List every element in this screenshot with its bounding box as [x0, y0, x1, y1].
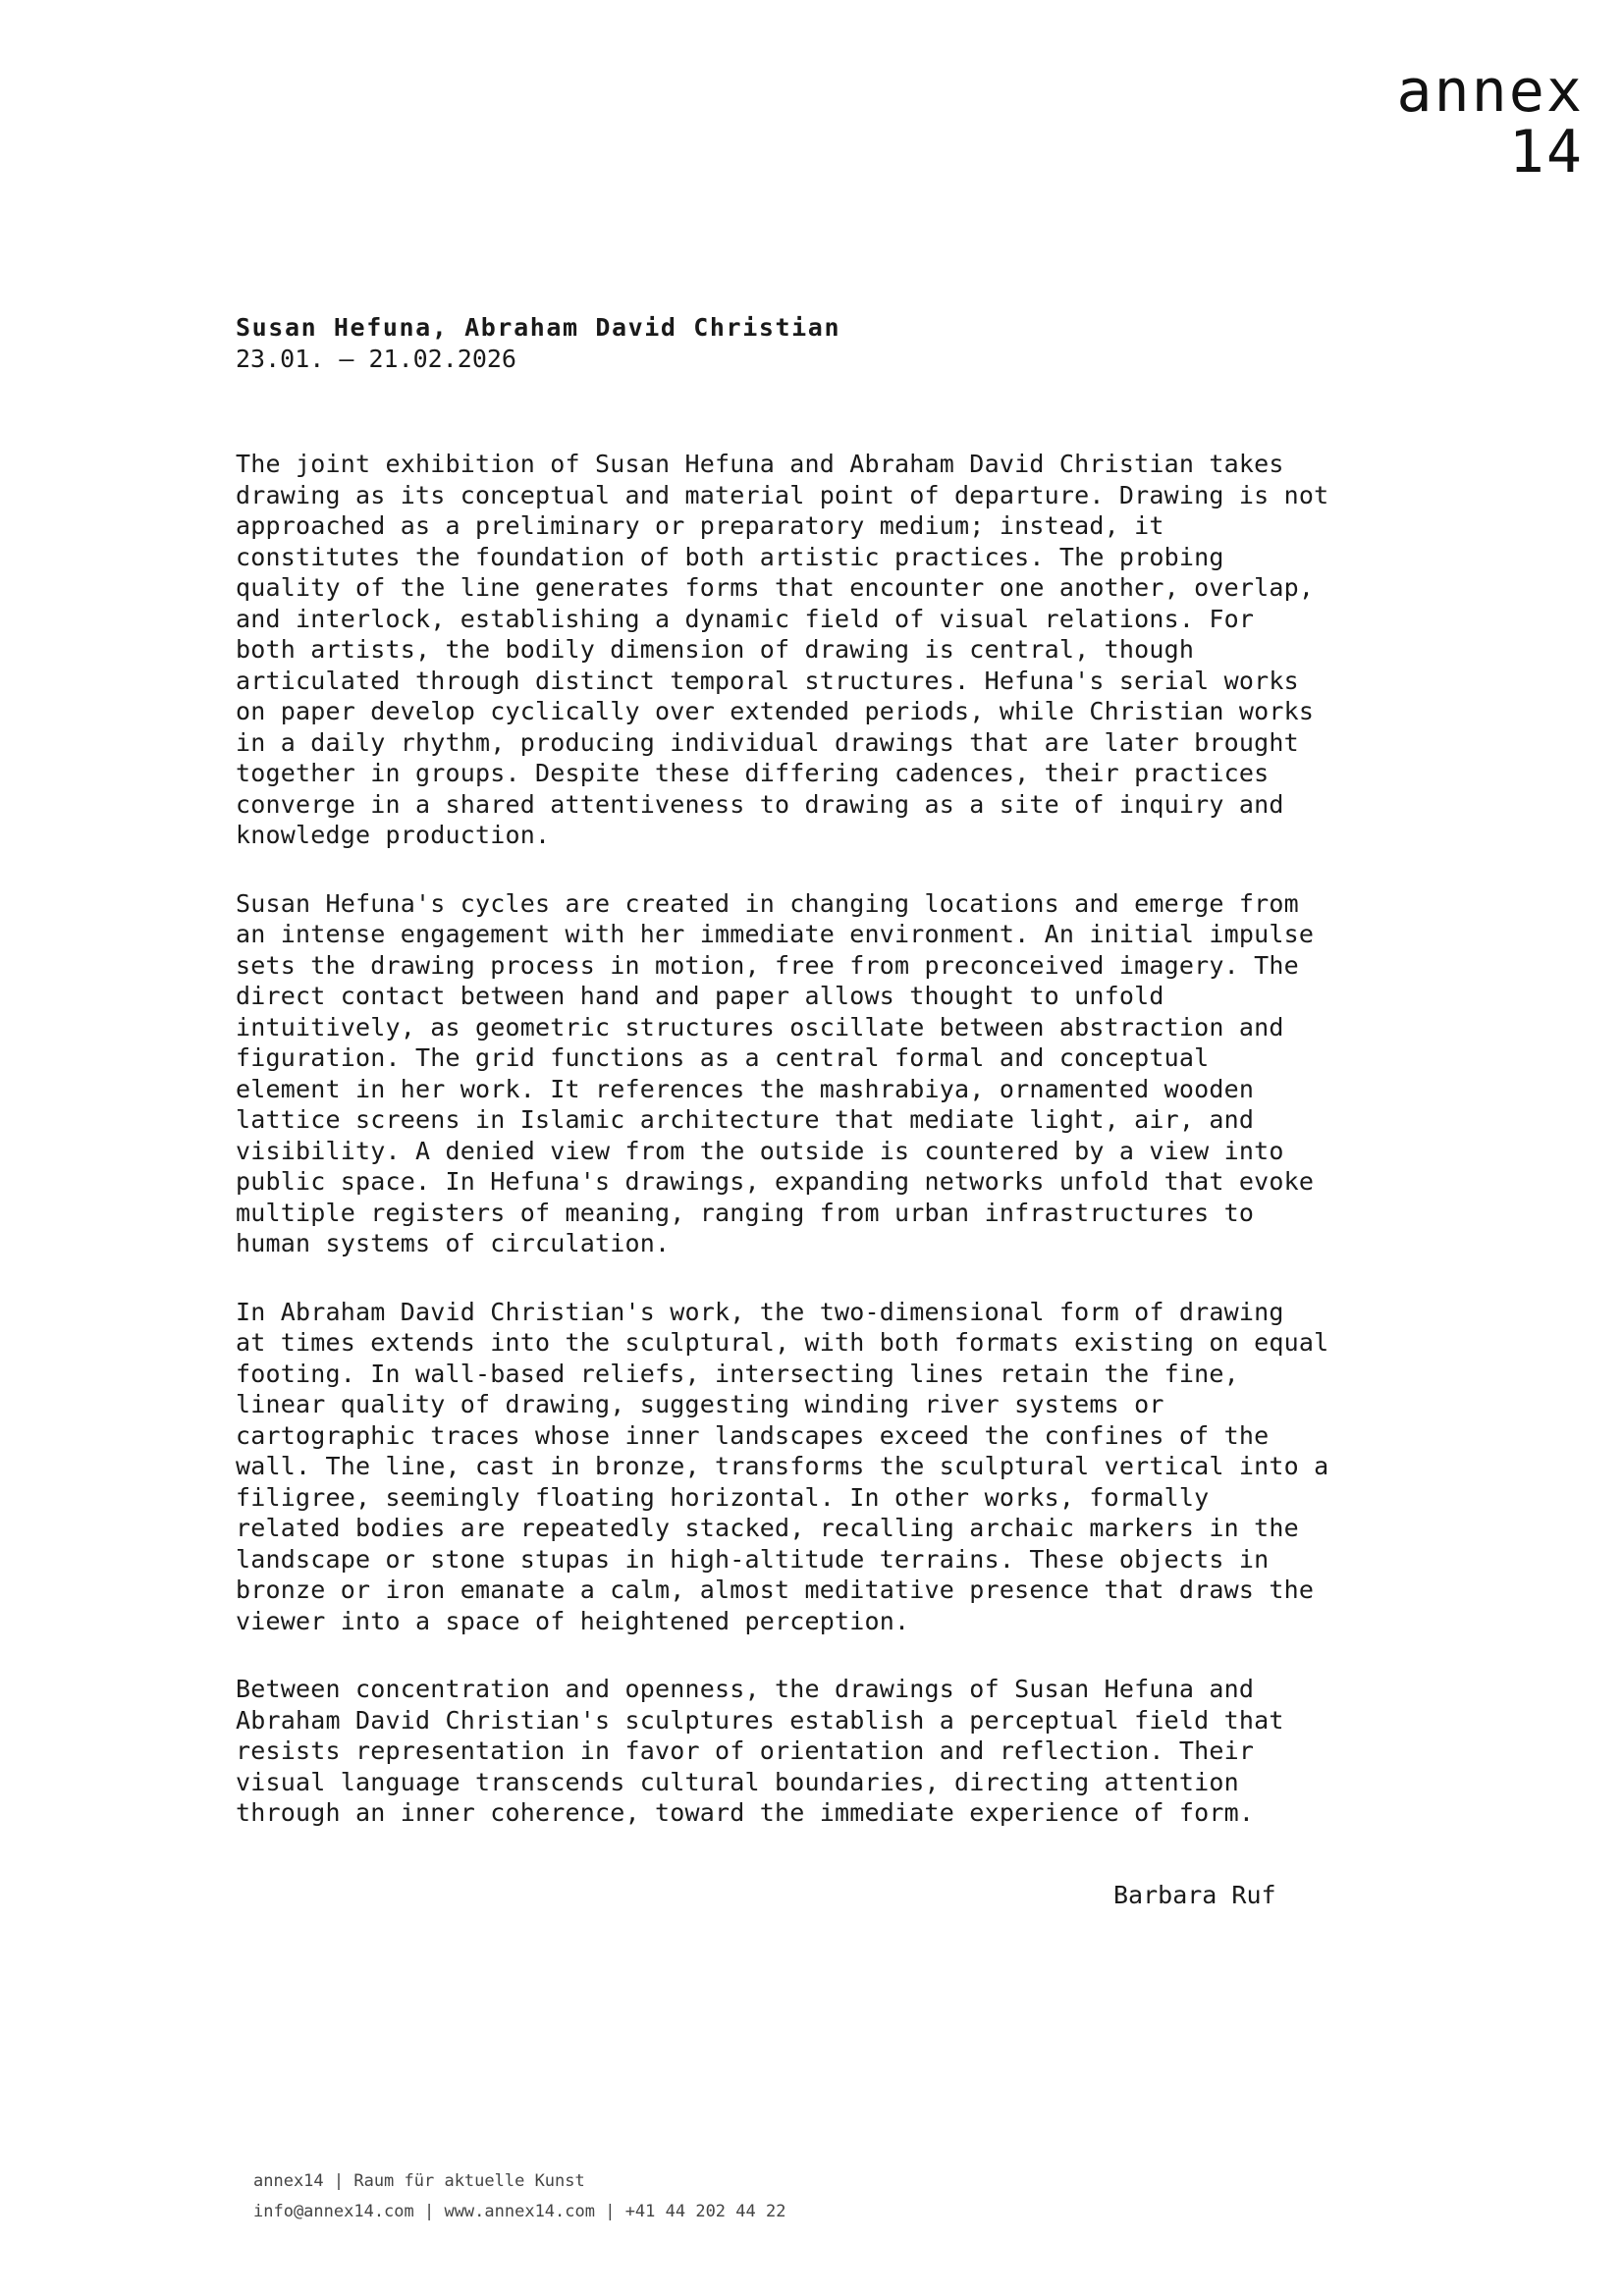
- logo-line-annex: annex: [1396, 57, 1584, 126]
- paragraph-line: public space. In Hefuna's drawings, expanding networks unfold that evoke: [236, 1167, 1315, 1196]
- paragraph-line: sets the drawing process in motion, free from preconceived imagery. The: [236, 950, 1299, 980]
- footer-contact-line: info@annex14.com | www.annex14.com | +41 44 202 44 22: [253, 2202, 786, 2221]
- paragraph-line: Susan Hefuna's cycles are created in changing locations and emerge from: [236, 888, 1299, 918]
- author-signature: Barbara Ruf: [1113, 1881, 1276, 1909]
- paragraph-line: drawing as its conceptual and material point of departure. Drawing is not: [236, 480, 1329, 509]
- body-paragraph: [236, 1674, 1434, 1829]
- exhibition-title: Susan Hefuna, Abraham David Christian: [236, 313, 841, 342]
- paragraph-line: multiple registers of meaning, ranging from urban infrastructures to: [236, 1198, 1255, 1227]
- paragraph-line: Between concentration and openness, the drawings of Susan Hefuna and: [236, 1675, 1255, 1703]
- paragraph-line: in a daily rhythm, producing individual drawings that are later brought: [236, 727, 1299, 757]
- paragraph-line: Abraham David Christian's sculptures establish a perceptual field that: [236, 1705, 1284, 1735]
- paragraph-line: knowledge production.: [236, 821, 551, 849]
- paragraph-line: on paper develop cyclically over extended periods, while Christian works: [236, 697, 1315, 725]
- paragraph-line: filigree, seemingly floating horizontal. In other works, formally: [236, 1482, 1210, 1512]
- body-paragraph: [236, 888, 1434, 1259]
- paragraph-line: linear quality of drawing, suggesting winding river systems or: [236, 1390, 1164, 1418]
- paragraph-line: through an inner coherence, toward the immediate experience of form.: [236, 1798, 1255, 1827]
- logo-line-14: 14: [1508, 118, 1584, 187]
- paragraph-line: wall. The line, cast in bronze, transforms the sculptural vertical into a: [236, 1452, 1329, 1480]
- paragraph-line: quality of the line generates forms that encounter one another, overlap,: [236, 573, 1315, 602]
- paragraph-line: viewer into a space of heightened perception.: [236, 1606, 910, 1635]
- footer-address-line: annex14 | Raum für aktuelle Kunst: [253, 2171, 585, 2191]
- paragraph-line: together in groups. Despite these differing cadences, their practices: [236, 759, 1270, 787]
- paragraph-line: converge in a shared attentiveness to drawing as a site of inquiry and: [236, 789, 1284, 819]
- paragraph-line: visibility. A denied view from the outside is countered by a view into: [236, 1136, 1284, 1165]
- paragraph-line: intuitively, as geometric structures oscillate between abstraction and: [236, 1012, 1284, 1041]
- paragraph-line: approached as a preliminary or preparatory medium; instead, it: [236, 511, 1164, 540]
- paragraph-line: bronze or iron emanate a calm, almost meditative presence that draws the: [236, 1575, 1315, 1604]
- exhibition-heading: [236, 312, 1414, 375]
- paragraph-line: constitutes the foundation of both artistic practices. The probing: [236, 542, 1224, 571]
- paragraph-line: an intense engagement with her immediate environment. An initial impulse: [236, 920, 1315, 948]
- paragraph-line: The joint exhibition of Susan Hefuna and Abraham David Christian takes: [236, 450, 1284, 478]
- paragraph-line: and interlock, establishing a dynamic field of visual relations. For: [236, 604, 1255, 633]
- paragraph-line: human systems of circulation.: [236, 1229, 671, 1257]
- paragraph-line: cartographic traces whose inner landscapes exceed the confines of the: [236, 1420, 1270, 1450]
- paragraph-line: related bodies are repeatedly stacked, recalling archaic markers in the: [236, 1514, 1299, 1542]
- paragraph-line: at times extends into the sculptural, with both formats existing on equal: [236, 1328, 1329, 1357]
- body-paragraph: [236, 1297, 1434, 1637]
- paragraph-line: figuration. The grid functions as a central formal and conceptual: [236, 1043, 1210, 1072]
- exhibition-dates: 23.01. – 21.02.2026: [236, 345, 516, 373]
- paragraph-line: footing. In wall-based reliefs, intersecting lines retain the fine,: [236, 1359, 1239, 1388]
- paragraph-line: landscape or stone stupas in high-altitude terrains. These objects in: [236, 1544, 1270, 1574]
- press-text-body: [236, 449, 1434, 1866]
- paragraph-line: articulated through distinct temporal structures. Hefuna's serial works: [236, 666, 1299, 695]
- paragraph-line: lattice screens in Islamic architecture that mediate light, air, and: [236, 1105, 1255, 1134]
- body-paragraph: [236, 449, 1434, 851]
- paragraph-line: direct contact between hand and paper allows thought to unfold: [236, 982, 1164, 1010]
- paragraph-line: element in her work. It references the mashrabiya, ornamented wooden: [236, 1074, 1255, 1103]
- paragraph-line: visual language transcends cultural boundaries, directing attention: [236, 1767, 1239, 1796]
- paragraph-line: resists representation in favor of orientation and reflection. Their: [236, 1736, 1255, 1765]
- paragraph-line: both artists, the bodily dimension of drawing is central, though: [236, 635, 1195, 664]
- footer: [253, 2166, 785, 2227]
- paragraph-line: In Abraham David Christian's work, the two-dimensional form of drawing: [236, 1297, 1284, 1326]
- annex14-logo: [1132, 57, 1584, 187]
